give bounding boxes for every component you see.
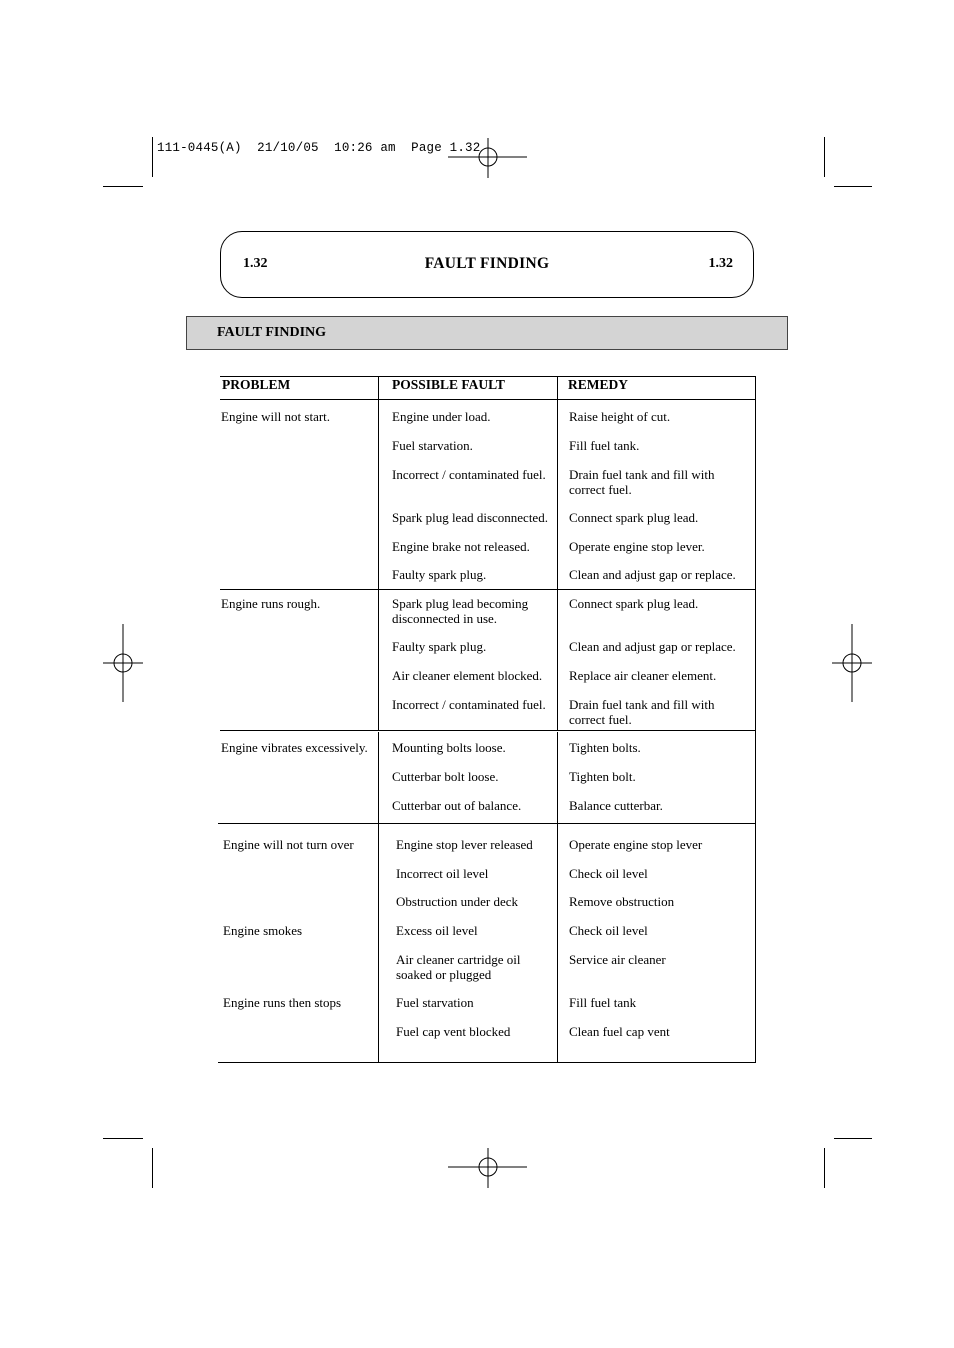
crop-mark xyxy=(103,186,143,187)
table-border-bottom xyxy=(218,1062,756,1063)
remedy-cell: Clean and adjust gap or replace. xyxy=(569,567,736,582)
table-border-right xyxy=(755,376,756,823)
problem-cell: Engine runs rough. xyxy=(221,596,321,611)
remedy-cell: correct fuel. xyxy=(569,481,632,497)
print-slug: 111-0445(A) 21/10/05 10:26 am Page 1.32 xyxy=(157,141,481,155)
column-divider xyxy=(378,732,379,823)
remedy-cell: Tighten bolts. xyxy=(569,740,641,755)
section-title: FAULT FINDING xyxy=(217,325,327,340)
fault-cell: Incorrect / contaminated fuel. xyxy=(392,467,546,482)
crop-mark xyxy=(834,186,872,187)
fault-cell: Mounting bolts loose. xyxy=(392,740,506,755)
group-divider xyxy=(220,589,755,590)
remedy-cell: Check oil level xyxy=(569,923,648,938)
fault-cell: Excess oil level xyxy=(396,923,478,938)
fault-cell: Incorrect / contaminated fuel. xyxy=(392,697,546,712)
page-title: FAULT FINDING xyxy=(424,255,550,272)
fault-cell: Incorrect oil level xyxy=(396,866,489,881)
crop-mark xyxy=(834,1138,872,1139)
problem-cell: Engine will not start. xyxy=(221,409,331,424)
column-divider xyxy=(378,823,379,1063)
problem-cell: Engine vibrates excessively. xyxy=(221,740,368,755)
registration-mark-icon xyxy=(103,624,143,702)
fault-cell: Engine under load. xyxy=(392,409,491,424)
remedy-cell: Operate engine stop lever xyxy=(569,837,703,852)
remedy-cell: Remove obstruction xyxy=(569,894,675,909)
remedy-cell: Drain fuel tank and fill with xyxy=(569,697,715,712)
column-divider xyxy=(557,732,558,823)
table-border-right xyxy=(755,823,756,1063)
fault-cell: Air cleaner element blocked. xyxy=(392,668,543,683)
fault-cell: Engine stop lever released xyxy=(396,837,533,852)
column-header-remedy: REMEDY xyxy=(568,377,628,392)
fault-cell: Faulty spark plug. xyxy=(392,567,487,582)
fault-cell: Cutterbar bolt loose. xyxy=(392,769,499,784)
remedy-cell: Balance cutterbar. xyxy=(569,798,663,813)
remedy-cell: Raise height of cut. xyxy=(569,409,671,424)
page-header xyxy=(220,231,754,298)
page-number-left: 1.32 xyxy=(243,256,268,271)
remedy-cell: Fill fuel tank xyxy=(569,995,637,1010)
remedy-cell: Tighten bolt. xyxy=(569,769,636,784)
remedy-cell: Connect spark plug lead. xyxy=(569,596,699,611)
column-divider xyxy=(378,376,379,730)
registration-mark-icon xyxy=(448,1148,528,1188)
crop-mark xyxy=(103,1138,143,1139)
remedy-cell: Clean and adjust gap or replace. xyxy=(569,639,736,654)
section-heading-bar xyxy=(186,316,788,350)
crop-mark xyxy=(824,137,825,177)
remedy-cell: correct fuel. xyxy=(569,711,632,727)
column-header-possible-fault: POSSIBLE FAULT xyxy=(392,377,505,392)
fault-cell: Fuel starvation. xyxy=(392,438,473,453)
column-header-problem: PROBLEM xyxy=(222,377,291,392)
crop-mark xyxy=(152,137,153,177)
fault-cell: soaked or plugged xyxy=(396,966,492,982)
fault-cell: Faulty spark plug. xyxy=(392,639,487,654)
problem-cell: Engine smokes xyxy=(223,923,303,938)
fault-cell: Obstruction under deck xyxy=(396,894,519,909)
fault-cell: Fuel cap vent blocked xyxy=(396,1024,511,1039)
crop-mark xyxy=(824,1148,825,1188)
problem-cell: Engine will not turn over xyxy=(223,837,354,852)
column-divider xyxy=(557,376,558,730)
problem-cell: Engine runs then stops xyxy=(223,995,342,1010)
remedy-cell: Clean fuel cap vent xyxy=(569,1024,670,1039)
remedy-cell: Replace air cleaner element. xyxy=(569,668,717,683)
fault-cell: Air cleaner cartridge oil xyxy=(396,952,521,967)
column-divider xyxy=(557,823,558,1063)
table-header-rule xyxy=(220,399,755,400)
fault-cell: Spark plug lead becoming xyxy=(392,596,529,611)
fault-cell: Cutterbar out of balance. xyxy=(392,798,522,813)
registration-mark-icon xyxy=(832,624,872,702)
fault-cell: Spark plug lead disconnected. xyxy=(392,510,548,525)
remedy-cell: Drain fuel tank and fill with xyxy=(569,467,715,482)
group-divider xyxy=(220,730,755,731)
remedy-cell: Service air cleaner xyxy=(569,952,666,967)
crop-mark xyxy=(152,1148,153,1188)
fault-cell: Fuel starvation xyxy=(396,995,474,1010)
remedy-cell: Check oil level xyxy=(569,866,648,881)
remedy-cell: Fill fuel tank. xyxy=(569,438,640,453)
group-divider xyxy=(218,823,756,824)
remedy-cell: Connect spark plug lead. xyxy=(569,510,699,525)
fault-cell: disconnected in use. xyxy=(392,610,498,626)
fault-cell: Engine brake not released. xyxy=(392,539,530,554)
remedy-cell: Operate engine stop lever. xyxy=(569,539,705,554)
page-number-right: 1.32 xyxy=(708,256,733,271)
